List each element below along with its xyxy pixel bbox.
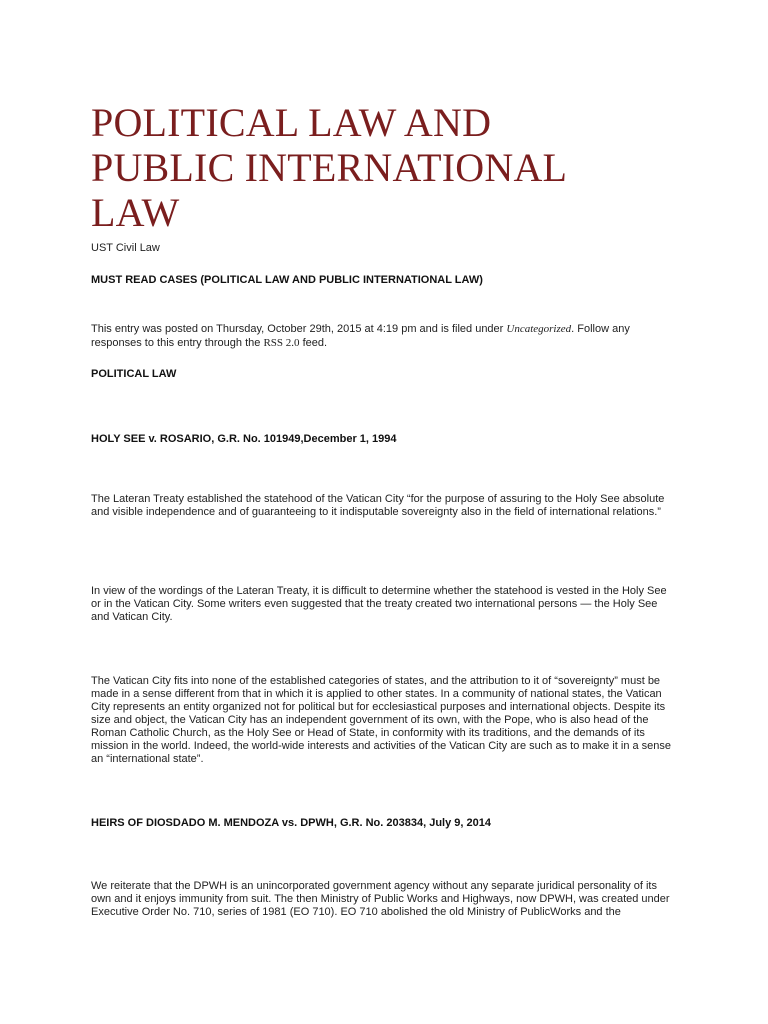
meta-suffix: feed.	[299, 337, 328, 349]
section-heading: POLITICAL LAW	[91, 368, 177, 380]
case-heading-mendoza: HEIRS OF DIOSDADO M. MENDOZA vs. DPWH, G.R. No. 203834, July 9, 2014	[91, 817, 491, 829]
title-line-3: LAW	[91, 190, 180, 235]
post-meta	[91, 322, 671, 350]
meta-middle: . Follow any responses to this entry through the	[91, 323, 630, 349]
paragraph-3: The Vatican City fits into none of the established categories of states, and the attribution to it of “sovereignty” must be made in a sense different from that in which it is applied to other states. In a community of national states, the Vatican City represents an entity organized not for political but for ecclesiastical purposes and international objects. Despite its size and object, the Vatican City has an independent government of its own, with the Pope, who is also head of the Roman Catholic Church, as the Holy See or Head of State, in conformity with its traditions, and the demands of its mission in the world. Indeed, the world-wide interests and activities of the Vatican City are such as to make it in a sense an “international state”.	[91, 675, 672, 765]
subtitle: UST Civil Law	[91, 242, 160, 254]
meta-prefix: This entry was posted on Thursday, October 29th, 2015 at 4:19 pm and is filed under	[91, 323, 507, 335]
paragraph-2: In view of the wordings of the Lateran Treaty, it is difficult to determine whether the statehood is vested in the Holy See or in the Vatican City. Some writers even suggested that the treaty created two international persons — the Holy See and Vatican City.	[91, 585, 667, 623]
title-line-2: PUBLIC INTERNATIONAL	[91, 145, 568, 190]
category-link[interactable]: Uncategorized	[506, 323, 572, 335]
must-read-heading: MUST READ CASES (POLITICAL LAW AND PUBLIC INTERNATIONAL LAW)	[91, 274, 483, 286]
case-heading-holy-see: HOLY SEE v. ROSARIO, G.R. No. 101949,December 1, 1994	[91, 433, 397, 445]
page-title	[91, 100, 651, 235]
title-line-1: POLITICAL LAW AND	[91, 100, 492, 145]
paragraph-4: We reiterate that the DPWH is an unincorporated government agency without any separate juridical personality of its own and it enjoys immunity from suit. The then Ministry of Public Works and Highways, now DPWH, was created under Executive Order No. 710, series of 1981 (EO 710). EO 710 abolished the old Ministry of PublicWorks and the	[91, 880, 670, 918]
rss-link[interactable]: RSS 2.0	[263, 337, 300, 349]
paragraph-1: The Lateran Treaty established the statehood of the Vatican City “for the purpose of assuring to the Holy See absolute and visible independence and of guaranteeing to it indisputable sovereignty also in the field of international relations.”	[91, 493, 665, 518]
